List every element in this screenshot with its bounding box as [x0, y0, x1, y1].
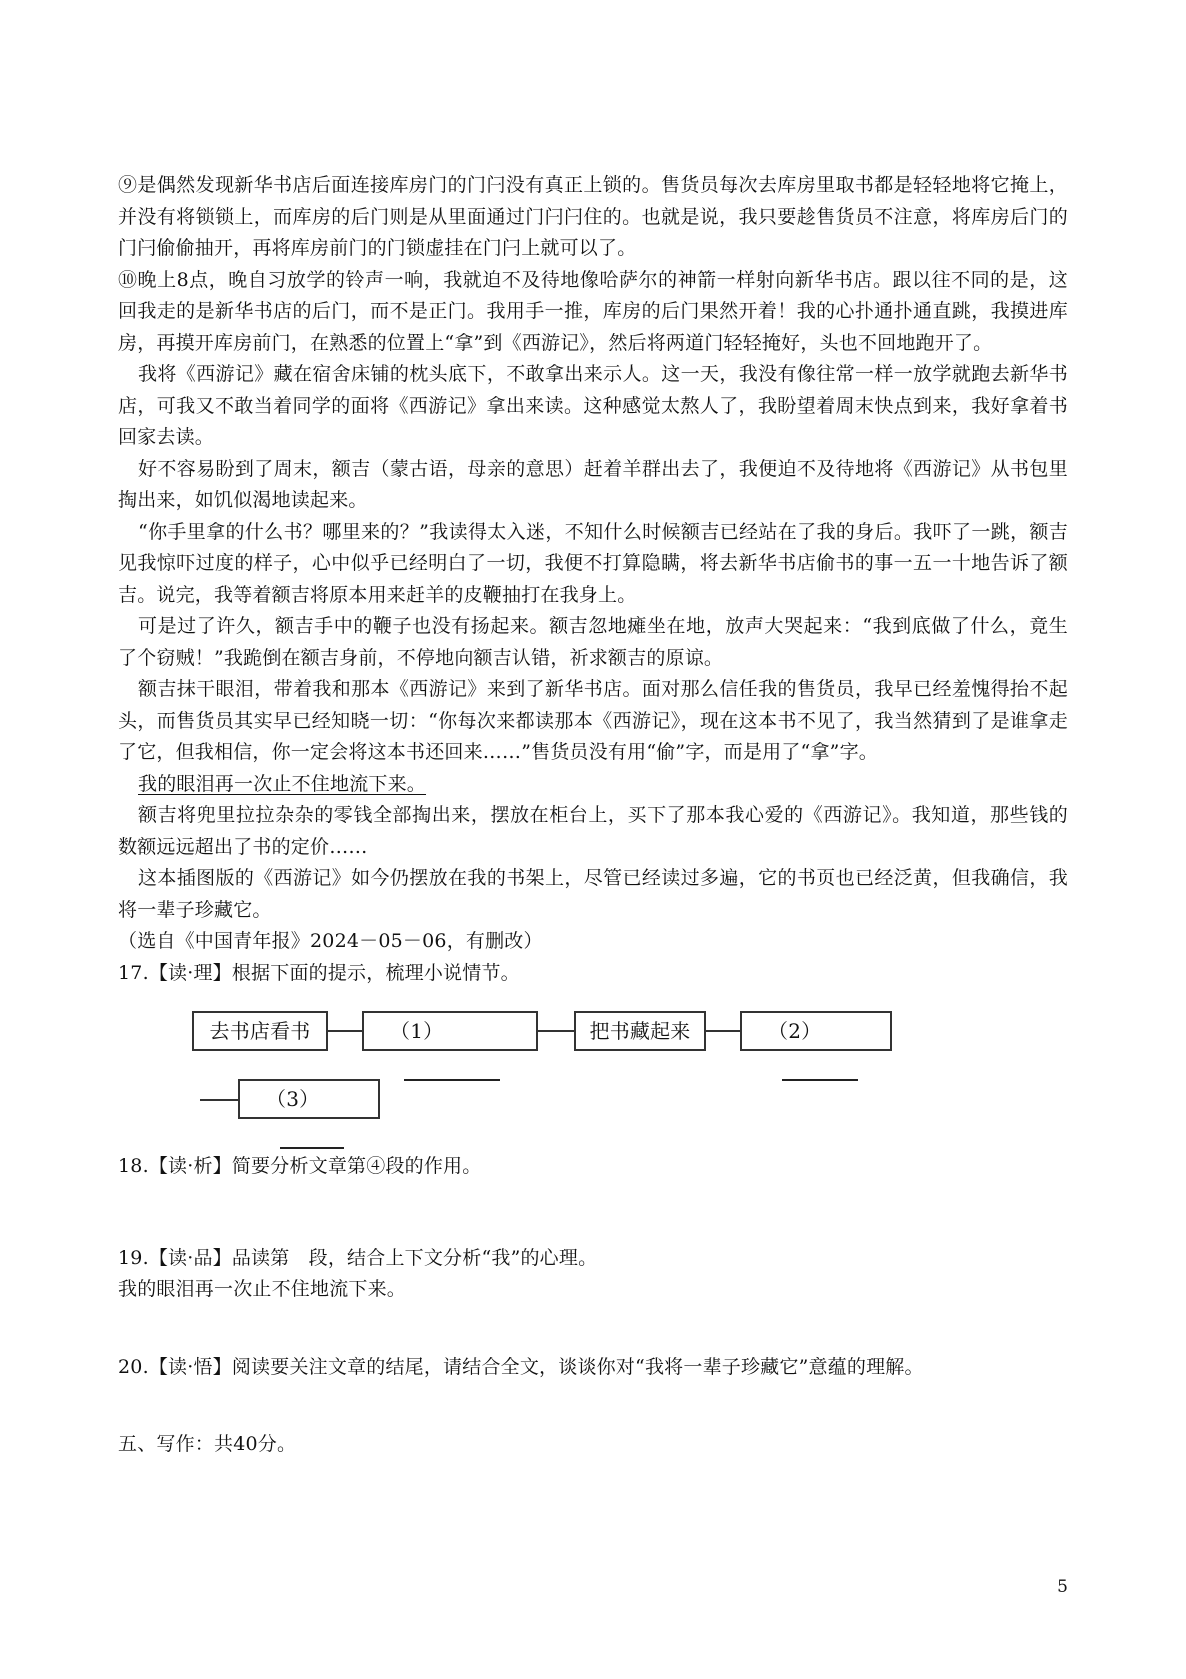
paragraph-13: “你手里拿的什么书？哪里来的？”我读得太入迷，不知什么时候额吉已经站在了我的身后。我吓了一跳，额吉见我惊吓过度的样子，心中似乎已经明白了一切，我便不打算隐瞒，将去新华书店偷书的事一五一十地告诉了额吉。说完，我等着额吉将原本用来赶羊的皮鞭抽打在我身上。 [118, 520, 1068, 606]
document-body [118, 170, 1068, 1461]
paragraph-16 [118, 769, 1068, 801]
answer-line [280, 1125, 344, 1149]
paragraph-12: 好不容易盼到了周末，额吉（蒙古语，母亲的意思）赶着羊群出去了，我便迫不及待地将《西游记》从书包里掏出来，如饥似渴地读起来。 [118, 457, 1068, 511]
paragraph-18: 这本插图版的《西游记》如今仍摆放在我的书架上，尽管已经读过多遍，它的书页也已经泛黄，但我确信，我将一辈子珍藏它。 [118, 867, 1068, 921]
plot-flowchart [118, 1005, 1068, 1151]
source-citation: （选自《中国青年报》2024－05－06，有删改） [118, 930, 543, 952]
paragraph-10: ⑩晚上8点，晚自习放学的铃声一响，我就迫不及待地像哈萨尔的神箭一样射向新华书店。跟以往不同的是，这回我走的是新华书店的后门，而不是正门。我用手一推，库房的后门果然开着！我的心扑通扑通直跳，我摸进库房，再摸开库房前门，在熟悉的位置上“拿”到《西游记》，然后将两道门轻轻掩好，头也不回地跑开了。 [118, 268, 1068, 354]
paragraph-11: 我将《西游记》藏在宿舍床铺的枕头底下，不敢拿出来示人。这一天，我没有像往常一样一放学就跑去新华书店，可我又不敢当着同学的面将《西游记》拿出来读。这种感觉太熬人了，我盼望着周末快点到来，我好拿着书回家去读。 [118, 363, 1068, 448]
question-18: 18.【读·析】简要分析文章第④段的作用。 [118, 1155, 482, 1177]
underlined-sentence: 我的眼泪再一次止不住地流下来。 [138, 772, 427, 795]
flow-connector [200, 1099, 238, 1101]
answer-space[interactable] [118, 1383, 1068, 1429]
question-17: 17.【读·理】根据下面的提示，梳理小说情节。 [118, 961, 520, 984]
question-20: 20.【读·悟】阅读要关注文章的结尾，请结合全文，谈谈你对“我将一辈子珍藏它”意蕴的理解。 [118, 1355, 924, 1378]
flow-blank-3[interactable] [238, 1079, 380, 1119]
flow-connector [706, 1030, 740, 1032]
paragraph-15: 额吉抹干眼泪，带着我和那本《西游记》来到了新华书店。面对那么信任我的售货员，我早已经羞愧得抬不起头，而售货员其实早已经知晓一切：“你每次来都读那本《西游记》，现在这本书不见了，我当然猜到了是谁拿走了它，但我相信，你一定会将这本书还回来……”售货员没有用“偷”字，而是用了“拿”字。 [118, 678, 1068, 763]
question-19: 19.【读·品】品读第 段，结合上下文分析“我”的心理。 [118, 1246, 598, 1269]
answer-line [404, 1057, 500, 1081]
flow-connector [328, 1030, 362, 1032]
flow-blank-3-label: （3） [266, 1087, 320, 1111]
flow-step-3: 把书藏起来 [574, 1011, 706, 1051]
flow-blank-2-label: （2） [768, 1019, 822, 1043]
paragraph-9: ⑨是偶然发现新华书店后面连接库房门的门闩没有真正上锁的。售货员每次去库房里取书都是轻轻地将它掩上，并没有将锁锁上，而库房的后门则是从里面通过门闩闩住的。也就是说，我只要趁售货员不注意，将库房后门的门闩偷偷抽开，再将库房前门的门锁虚挂在门闩上就可以了。 [118, 174, 1068, 259]
flow-blank-1-label: （1） [390, 1019, 444, 1043]
answer-line [782, 1057, 858, 1081]
section-5-writing: 五、写作：共40分。 [118, 1433, 297, 1455]
flow-blank-1[interactable] [362, 1011, 538, 1051]
flow-blank-2[interactable] [740, 1011, 892, 1051]
answer-space[interactable] [118, 1183, 1068, 1243]
answer-space[interactable] [118, 1306, 1068, 1352]
question-19-quote: 我的眼泪再一次止不住地流下来。 [118, 1278, 407, 1300]
paragraph-14: 可是过了许久，额吉手中的鞭子也没有扬起来。额吉忽地瘫坐在地，放声大哭起来：“我到底做了什么，竟生了个窃贼！”我跪倒在额吉身前，不停地向额吉认错，祈求额吉的原谅。 [118, 615, 1068, 669]
flow-connector [538, 1030, 574, 1032]
paragraph-17: 额吉将兜里拉拉杂杂的零钱全部掏出来，摆放在柜台上，买下了那本我心爱的《西游记》。我知道，那些钱的数额远远超出了书的定价…… [118, 804, 1068, 858]
page-number: 5 [1057, 1577, 1068, 1597]
flow-step-1: 去书店看书 [192, 1011, 328, 1051]
